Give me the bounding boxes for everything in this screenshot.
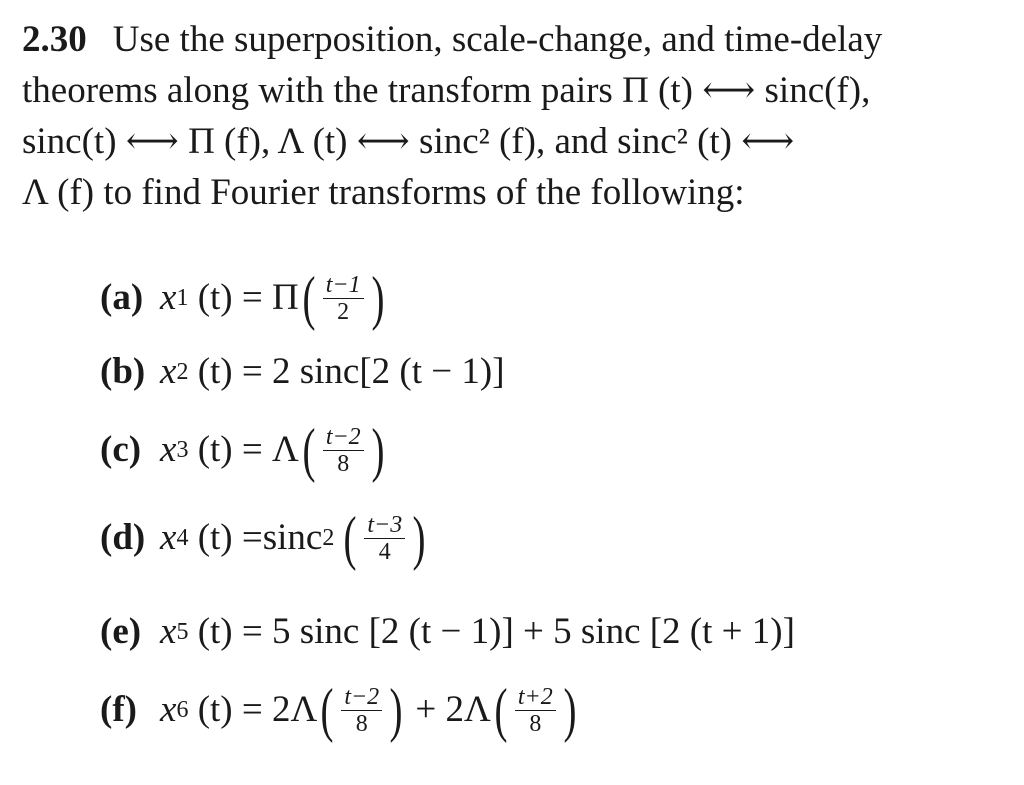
equation: x 5 (t) = 5 sinc [2 (t − 1)] + 5 sinc [2 (t + 1)]: [160, 609, 795, 655]
fraction-numerator: t−2: [341, 684, 382, 711]
part-label: (a): [100, 277, 144, 318]
part-f: [100, 677, 580, 743]
function-argument: (t) =: [188, 611, 272, 652]
function-argument: (t) =: [188, 517, 263, 558]
fraction-numerator: t−3: [364, 512, 405, 539]
right-hand-side: 2 sinc[2 (t − 1)]: [271, 351, 505, 392]
fraction-denominator: 4: [378, 538, 391, 565]
function-argument: (t) =: [188, 689, 272, 730]
statement-text-1: Use the superposition, scale-change, and time-delay: [112, 19, 883, 60]
part-label: (e): [100, 611, 142, 652]
equation: x 6 (t) = 2Λ ( $\frac{t-2}{8}$ ) + 2Λ ( $\frac{t+2}{8}$ ): [160, 677, 577, 743]
right-paren: ): [389, 677, 403, 743]
operator-symbol-2: 2Λ: [445, 689, 491, 730]
fraction-numerator: t−2: [323, 424, 364, 451]
function-name: x: [160, 689, 177, 730]
right-paren: ): [371, 417, 385, 483]
function-name: x: [160, 351, 177, 392]
left-paren: (: [320, 677, 334, 743]
function-name: x: [160, 517, 177, 558]
function-name: x: [160, 429, 177, 470]
fraction: [364, 512, 405, 565]
equation: x 1 (t) = Π ( $\frac{t-1}{2}$ ): [160, 265, 385, 331]
fraction: [341, 684, 382, 737]
part-label: (b): [100, 351, 146, 392]
part-label: (f): [100, 689, 137, 730]
left-paren: (: [302, 265, 316, 331]
part-label: (d): [100, 517, 146, 558]
left-paren: (: [302, 417, 316, 483]
left-paren-2: (: [494, 677, 508, 743]
equation: x 2 (t) = 2 sinc[2 (t − 1)]: [160, 349, 505, 395]
part-a: [100, 265, 388, 331]
equation: x 3 (t) = Λ ( $\frac{t-2}{8}$ ): [160, 417, 385, 483]
equation: x 4 (t) = sinc 2 ( $\frac{t-3}{4}$ ): [160, 505, 426, 571]
right-paren: ): [412, 505, 426, 571]
problem-statement: [22, 14, 1007, 218]
operator-symbol: Λ: [271, 429, 299, 470]
operator-symbol: Π: [271, 277, 299, 318]
fraction-numerator-2: t+2: [515, 684, 556, 711]
function-argument: (t) =: [188, 351, 272, 392]
part-c: [100, 417, 388, 483]
right-paren-2: ): [563, 677, 577, 743]
fraction-denominator: 8: [355, 710, 368, 737]
right-paren: ): [371, 265, 385, 331]
statement-line-2: theorems along with the transform pairs Π (t) ⟷ sinc(f),: [22, 70, 871, 111]
function-argument: (t) =: [188, 277, 272, 318]
function-name: x: [160, 611, 177, 652]
fraction-numerator: t−1: [323, 272, 364, 299]
part-e: [100, 602, 795, 662]
statement-line-1: [22, 14, 1007, 65]
part-label: (c): [100, 429, 142, 470]
fraction: [323, 272, 364, 325]
function-name: x: [160, 277, 177, 318]
operator-symbol: sinc: [262, 517, 323, 558]
part-b: [100, 342, 505, 402]
fraction-denominator: 2: [337, 298, 350, 325]
left-paren: (: [343, 505, 357, 571]
fraction: [323, 424, 364, 477]
fraction-denominator-2: 8: [529, 710, 542, 737]
statement-line-4: Λ (f) to find Fourier transforms of the following:: [22, 172, 745, 213]
part-d: [100, 505, 429, 571]
fraction-denominator: 8: [337, 450, 350, 477]
operator-symbol: 2Λ: [271, 689, 318, 730]
right-hand-side: 5 sinc [2 (t − 1)] + 5 sinc [2 (t + 1)]: [271, 611, 795, 652]
statement-line-3: sinc(t) ⟷ Π (f), Λ (t) ⟷ sinc² (f), and sinc² (t) ⟷: [22, 121, 795, 162]
fraction-2: [515, 684, 556, 737]
problem-number: 2.30: [22, 19, 87, 60]
function-argument: (t) =: [188, 429, 272, 470]
plus-sign: +: [406, 689, 446, 730]
